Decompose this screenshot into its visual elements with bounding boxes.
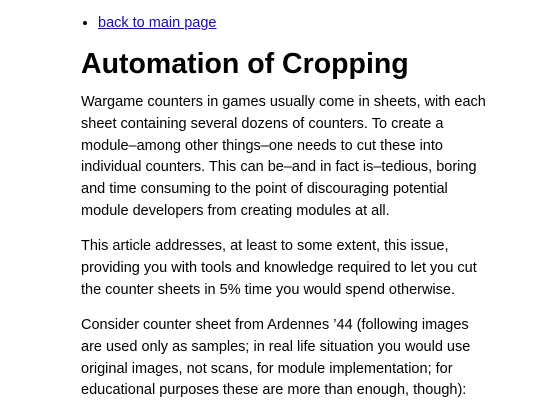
paragraph-line: individual counters. This can be–and in fact is–tedious, boring	[81, 159, 477, 176]
paragraph-line: and time consuming to the point of discouraging potential	[81, 181, 448, 198]
paragraph-line: original images, not scans, for module implementation; for	[81, 360, 453, 377]
paragraph-intro	[81, 92, 486, 223]
paragraph-line: Wargame counters in games usually come in sheets, with each	[81, 94, 486, 110]
paragraph-line: sheet containing several dozens of counters. To create a	[81, 115, 444, 132]
paragraph-example	[81, 315, 481, 402]
paragraph-purpose	[81, 236, 481, 301]
paragraph-line: the counter sheets in 5% time you would spend otherwise.	[81, 281, 455, 298]
paragraph-line: This article addresses, at least to some extent, this issue,	[81, 238, 449, 254]
paragraph-line: educational purposes these are more than enough, though):	[81, 382, 467, 399]
back-to-main-page-link[interactable]: back to main page	[98, 15, 217, 31]
paragraph-line: are used only as samples; in real life situation you would use	[81, 338, 471, 355]
nav-list	[82, 13, 217, 33]
paragraph-line: module–among other things–one needs to cut these into	[81, 137, 443, 154]
page-title: Automation of Cropping	[81, 48, 409, 80]
paragraph-line: providing you with tools and knowledge required to let you cut	[81, 259, 477, 276]
paragraph-line: Consider counter sheet from Ardennes ’44 (following images	[81, 317, 469, 333]
nav-list-item	[98, 13, 217, 33]
paragraph-line: module developers from creating modules at all.	[81, 202, 390, 219]
